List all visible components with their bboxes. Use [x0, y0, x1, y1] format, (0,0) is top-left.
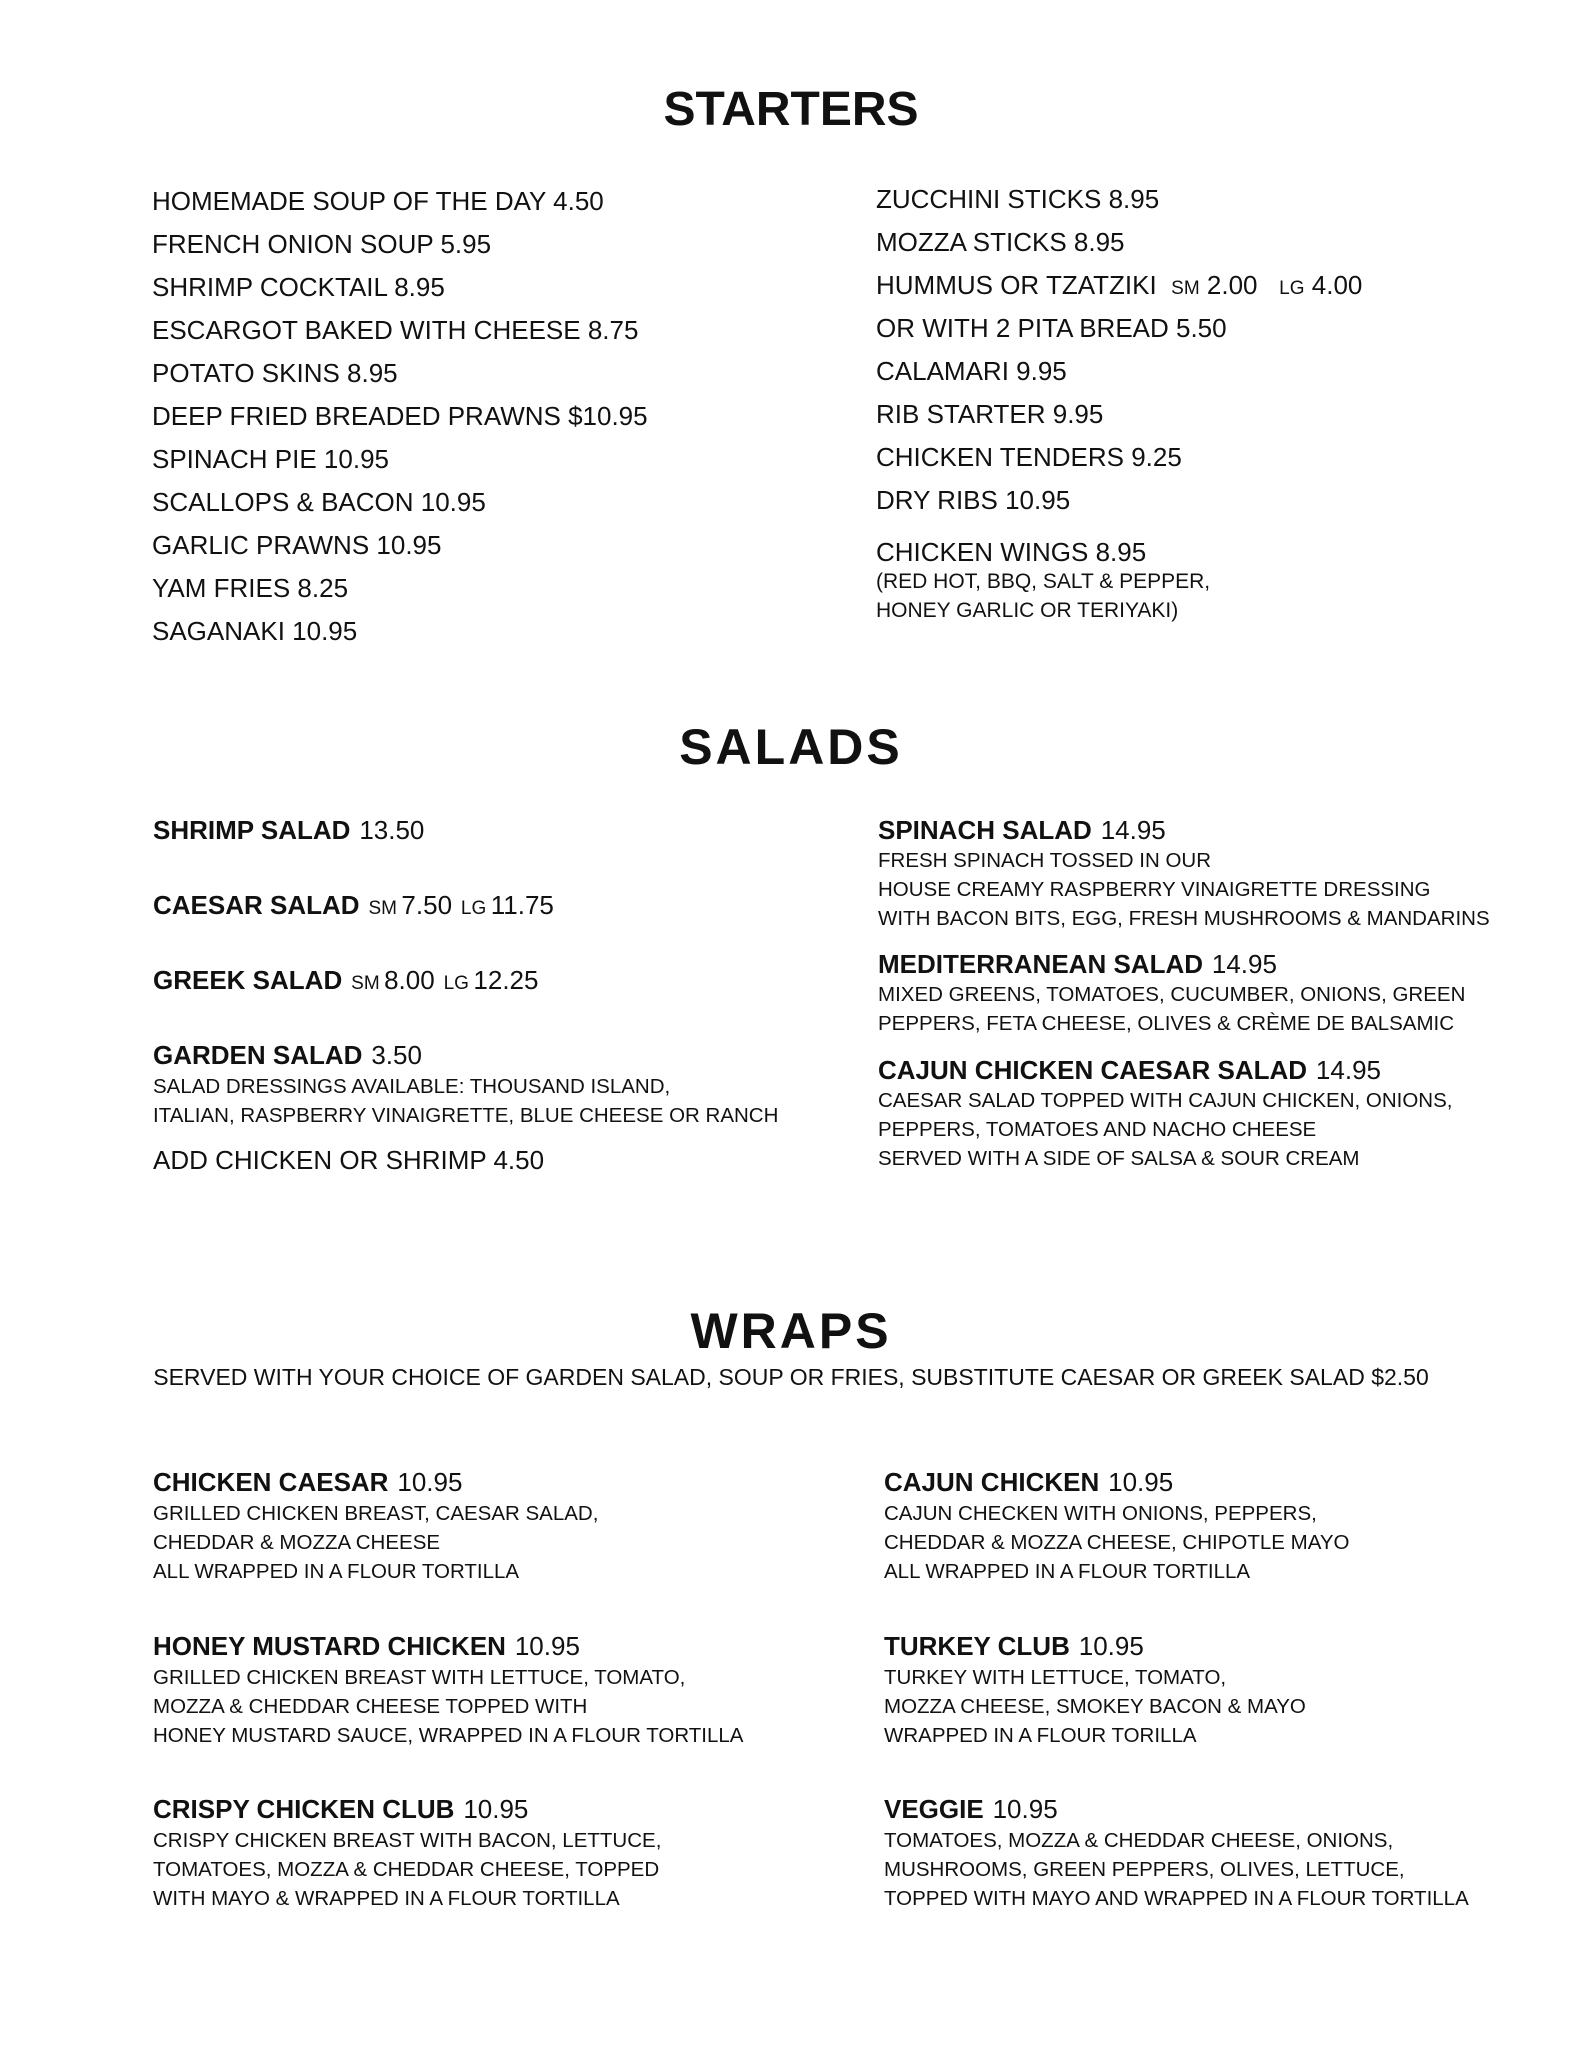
wrap-name: TURKEY CLUB [884, 1631, 1070, 1661]
starter-item: ESCARGOT BAKED WITH CHEESE 8.75 [152, 315, 639, 345]
starters-title: STARTERS [663, 83, 919, 136]
cajun-caesar-salad-description: CAESAR SALAD TOPPED WITH CAJUN CHICKEN, ONIONS, PEPPERS, TOMATOES AND NACHO CHEESE SERVED WITH A SIDE OF SALSA & SOUR CREAM [878, 1089, 1453, 1170]
starter-item: POTATO SKINS 8.95 [152, 358, 398, 388]
mediterranean-salad-item [878, 949, 1277, 980]
wrap-item [153, 1631, 580, 1662]
starter-item: YAM FRIES 8.25 [152, 573, 349, 603]
starter-item: SHRIMP COCKTAIL 8.95 [152, 272, 445, 302]
cajun-caesar-salad-item [878, 1055, 1381, 1086]
size-large-price: 11.75 [490, 890, 554, 920]
item-price: 14.95 [1211, 949, 1277, 979]
item-price: 3.50 [371, 1040, 422, 1070]
wrap-name: VEGGIE [884, 1794, 984, 1824]
starter-item: SPINACH PIE 10.95 [152, 444, 389, 474]
starter-item: HOMEMADE SOUP OF THE DAY 4.50 [152, 186, 604, 216]
item-price: 13.50 [359, 815, 425, 845]
wrap-description: CAJUN CHECKEN WITH ONIONS, PEPPERS, CHEDDAR & MOZZA CHEESE, CHIPOTLE MAYO ALL WRAPPED IN A FLOUR TORTILLA [884, 1502, 1350, 1583]
starter-item: ZUCCHINI STICKS 8.95 [876, 184, 1160, 214]
wrap-price: 10.95 [397, 1467, 463, 1497]
shrimp-salad-item [153, 815, 424, 846]
wrap-price: 10.95 [992, 1794, 1058, 1824]
wrap-item [884, 1631, 1144, 1662]
caesar-salad-item [153, 890, 554, 921]
starter-item: SAGANAKI 10.95 [152, 616, 358, 646]
starter-item: DRY RIBS 10.95 [876, 485, 1071, 515]
size-large-label: LG [1279, 278, 1305, 299]
hummus-tzatziki-item [876, 270, 1362, 301]
garden-salad-item [153, 1040, 422, 1071]
wrap-name: HONEY MUSTARD CHICKEN [153, 1631, 506, 1661]
size-small-label: SM [1171, 278, 1200, 299]
wraps-subtitle: SERVED WITH YOUR CHOICE OF GARDEN SALAD, SOUP OR FRIES, SUBSTITUTE CAESAR OR GREEK SALAD $2.50 [153, 1364, 1429, 1390]
item-name: MEDITERRANEAN SALAD [878, 949, 1203, 979]
size-large-price: 12.25 [473, 965, 539, 995]
wrap-description: CRISPY CHICKEN BREAST WITH BACON, LETTUCE, TOMATOES, MOZZA & CHEDDAR CHEESE, TOPPED WITH MAYO & WRAPPED IN A FLOUR TORTILLA [153, 1829, 662, 1910]
chicken-wings-note: (RED HOT, BBQ, SALT & PEPPER, HONEY GARLIC OR TERIYAKI) [876, 570, 1211, 622]
wrap-price: 10.95 [1078, 1631, 1144, 1661]
item-name: GREEK SALAD [153, 965, 343, 995]
spinach-salad-description: FRESH SPINACH TOSSED IN OUR HOUSE CREAMY RASPBERRY VINAIGRETTE DRESSING WITH BACON BITS, EGG, FRESH MUSHROOMS & MANDARINS [878, 849, 1490, 930]
garden-salad-description: SALAD DRESSINGS AVAILABLE: THOUSAND ISLAND, ITALIAN, RASPBERRY VINAIGRETTE, BLUE CHEESE OR RANCH [153, 1075, 779, 1127]
item-name: HUMMUS OR TZATZIKI [876, 270, 1157, 300]
wrap-item [884, 1467, 1173, 1498]
item-price: 14.95 [1100, 815, 1166, 845]
size-small-price: 7.50 [401, 890, 453, 920]
wrap-item [153, 1794, 528, 1825]
wrap-description: TOMATOES, MOZZA & CHEDDAR CHEESE, ONIONS, MUSHROOMS, GREEN PEPPERS, OLIVES, LETTUCE, TOPPED WITH MAYO AND WRAPPED IN A FLOUR TORTILLA [884, 1829, 1469, 1910]
size-large-label: LG [460, 898, 487, 919]
wrap-description: TURKEY WITH LETTUCE, TOMATO, MOZZA CHEESE, SMOKEY BACON & MAYO WRAPPED IN A FLOUR TORILLA [884, 1666, 1306, 1747]
item-name: CAJUN CHICKEN CAESAR SALAD [878, 1055, 1308, 1085]
item-name: SHRIMP SALAD [153, 815, 351, 845]
item-name: CAESAR SALAD [153, 890, 360, 920]
spinach-salad-item [878, 815, 1166, 846]
wrap-name: CRISPY CHICKEN CLUB [153, 1794, 455, 1824]
starter-item: OR WITH 2 PITA BREAD 5.50 [876, 313, 1227, 343]
size-large-label: LG [443, 973, 469, 994]
size-small-price: 8.00 [384, 965, 435, 995]
size-small-label: SM [351, 973, 380, 994]
starter-item: DEEP FRIED BREADED PRAWNS $10.95 [152, 401, 648, 431]
item-name: GARDEN SALAD [153, 1040, 363, 1070]
item-price: 14.95 [1315, 1055, 1381, 1085]
starter-item: CALAMARI 9.95 [876, 356, 1067, 386]
greek-salad-item [153, 965, 538, 996]
wrap-name: CHICKEN CAESAR [153, 1467, 389, 1497]
starter-item: SCALLOPS & BACON 10.95 [152, 487, 486, 517]
starter-item: RIB STARTER 9.95 [876, 399, 1104, 429]
starter-item: MOZZA STICKS 8.95 [876, 227, 1125, 257]
wraps-title: WRAPS [690, 1303, 892, 1359]
wrap-item [884, 1794, 1058, 1825]
wrap-description: GRILLED CHICKEN BREAST, CAESAR SALAD, CHEDDAR & MOZZA CHEESE ALL WRAPPED IN A FLOUR TORTILLA [153, 1502, 599, 1583]
wrap-price: 10.95 [1108, 1467, 1174, 1497]
size-small-label: SM [368, 898, 397, 919]
mediterranean-salad-description: MIXED GREENS, TOMATOES, CUCUMBER, ONIONS, GREEN PEPPERS, FETA CHEESE, OLIVES & CRÈME DE BALSAMIC [878, 983, 1466, 1035]
salads-title: SALADS [679, 719, 903, 775]
size-large-price: 4.00 [1311, 270, 1363, 300]
chicken-wings-item: CHICKEN WINGS 8.95 [876, 537, 1147, 567]
wrap-price: 10.95 [514, 1631, 580, 1661]
wrap-price: 10.95 [463, 1794, 529, 1824]
size-small-price: 2.00 [1206, 270, 1258, 300]
add-protein-note: ADD CHICKEN OR SHRIMP 4.50 [153, 1145, 545, 1175]
starter-item: GARLIC PRAWNS 10.95 [152, 530, 442, 560]
wrap-item [153, 1467, 462, 1498]
item-name: SPINACH SALAD [878, 815, 1092, 845]
starter-item: FRENCH ONION SOUP 5.95 [152, 229, 492, 259]
wrap-description: GRILLED CHICKEN BREAST WITH LETTUCE, TOMATO, MOZZA & CHEDDAR CHEESE TOPPED WITH HONEY MUSTARD SAUCE, WRAPPED IN A FLOUR TORTILLA [153, 1666, 744, 1747]
wrap-name: CAJUN CHICKEN [884, 1467, 1100, 1497]
starter-item: CHICKEN TENDERS 9.25 [876, 442, 1182, 472]
